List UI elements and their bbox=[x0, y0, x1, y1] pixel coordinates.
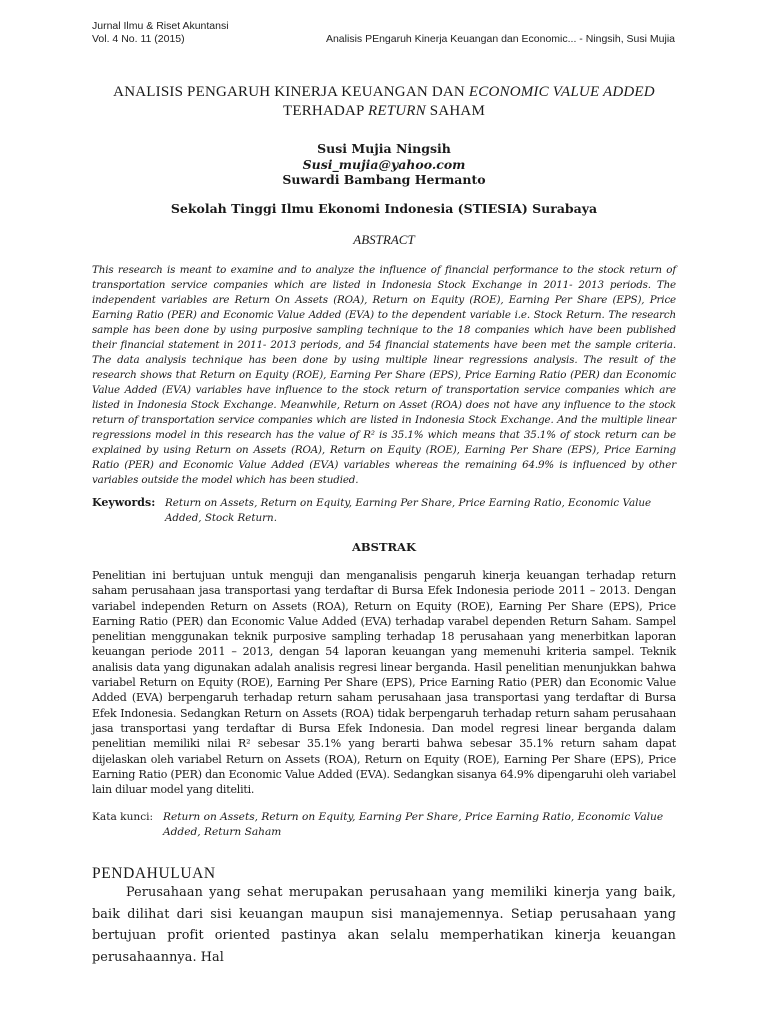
kata-kunci-text: Return on Assets, Return on Equity, Earning Per Share, Price Earning Ratio, Economic Value Added, Return Saham bbox=[163, 811, 664, 838]
journal-volume: Vol. 4 No. 11 (2015) bbox=[92, 33, 185, 45]
affiliation: Sekolah Tinggi Ilmu Ekonomi Indonesia (STIESIA) Surabaya bbox=[170, 201, 598, 216]
running-title: Analisis PEngaruh Kinerja Keuangan dan Economic... - Ningsih, Susi Mujia bbox=[325, 33, 675, 45]
author-1: Susi Mujia Ningsih bbox=[317, 141, 451, 156]
kata-kunci-label: Kata kunci: bbox=[92, 811, 154, 823]
paper-title bbox=[0, 83, 768, 121]
journal-name: Jurnal Ilmu & Riset Akuntansi bbox=[92, 20, 229, 32]
journal-header bbox=[92, 20, 229, 46]
title-line1-italic: ECONOMIC VALUE ADDED bbox=[468, 84, 655, 100]
section-text: Perusahaan yang sehat merupakan perusahaan yang memiliki kinerja yang baik, baik dilihat dari sisi keuangan maupun sisi manajemennya. Setiap perusahaan yang bertujuan profit oriented pastinya akan selalu memperhatikan kinerja keuangan perusahaannya. Hal bbox=[92, 885, 676, 965]
abstract-heading: ABSTRACT bbox=[353, 232, 415, 247]
title-line2-a: TERHADAP bbox=[282, 103, 368, 119]
section-heading: PENDAHULUAN bbox=[92, 865, 216, 882]
author-block bbox=[0, 141, 768, 188]
abstrak-text: Penelitian ini bertujuan untuk menguji dan menganalisis pengaruh kinerja keuangan terhadap return saham perusahaan jasa transportasi yang terdaftar di Bursa Efek Indonesia periode 2011 – 2013. Dengan variabel independen Return on Assets (ROA), Return on Equity (ROE), Earning Per Share (EPS), Price Earning Ratio (PER) dan Economic Value Added (EVA) terhadap varabel dependen Return Saham. Sampel penelitian menggunakan teknik purposive sampling terhadap 18 perusahaan yang menerbitkan laporan keuangan periode 2011 – 2013, dengan 54 laporan keuangan yang memenuhi kriteria sampel. Teknik analisis data yang digunakan adalah analisis regresi linear berganda. Hasil penelitian menunjukkan bahwa variabel Return on Equity (ROE), Earning Per Share (EPS), Price Earning Ratio (PER) dan Economic Value Added (EVA) berpengaruh terhadap return saham perusahaan jasa transportasi yang terdaftar di Bursa Efek Indonesia. Sedangkan Return on Assets (ROA) tidak berpengaruh terhadap return saham perusahaan jasa transportasi yang terdaftar di Bursa Efek Indonesia. Dan model regresi linear berganda dalam penelitian memiliki nilai R² sebesar 35.1% yang berarti bahwa sebesar 35.1% return saham dapat dijelaskan oleh variabel Return on Assets (ROA), Return on Equity (ROE), Earning Per Share (EPS), Price Earning Ratio (PER) dan Economic Value Added (EVA). Sedangkan sisanya 64.9% dipengaruhi oleh variabel lain diluar model yang diteliti. bbox=[92, 569, 676, 797]
keywords-text: Return on Assets, Return on Equity, Earning Per Share, Price Earning Ratio, Economic Value Added, Stock Return. bbox=[165, 497, 652, 524]
title-line1: ANALISIS PENGARUH KINERJA KEUANGAN DAN bbox=[113, 84, 469, 100]
author-2: Suwardi Bambang Hermanto bbox=[282, 172, 486, 187]
title-line2-italic: RETURN bbox=[367, 103, 426, 119]
abstrak-heading: ABSTRAK bbox=[352, 540, 416, 554]
author-email[interactable]: Susi_mujia@yahoo.com bbox=[302, 156, 466, 172]
abstract-text: This research is meant to examine and to analyze the influence of financial performance to the stock return of transportation service companies which are listed in Indonesia Stock Exchange in 2011- 2013 periods. The independent variables are Return On Assets (ROA), Return on Equity (ROE), Earning Per Share (EPS), Price Earning Ratio (PER) and Economic Value Added (EVA) to the dependent variable i.e. Stock Return. The research sample has been done by using purposive sampling technique to the 18 companies which have been published their financial statement in 2011- 2013 periods, and 54 financial statements have been met the sample criteria. The data analysis technique has been done by using multiple linear regressions analysis. The result of the research shows that Return on Equity (ROE), Earning Per Share (EPS), Price Earning Ratio (PER) dan Economic Value Added (EVA) variables have influence to the stock return of transportation service companies which are listed in Indonesia Stock Exchange. Meanwhile, Return on Asset (ROA) does not have any influence to the stock return of transportation service companies which are listed in Indonesia Stock Exchange. And the multiple linear regressions model in this research has the value of R² is 35.1% which means that 35.1% of stock return can be explained by using Return on Assets (ROA), Return on Equity (ROE), Earning Per Share (EPS), Price Earning Ratio (PER) and Economic Value Added (EVA) variables whereas the remaining 64.9% is influenced by other variables outside the model which has been studied. bbox=[92, 264, 676, 486]
title-line2-b: SAHAM bbox=[425, 103, 485, 119]
keywords-label: Keywords: bbox=[92, 496, 156, 509]
